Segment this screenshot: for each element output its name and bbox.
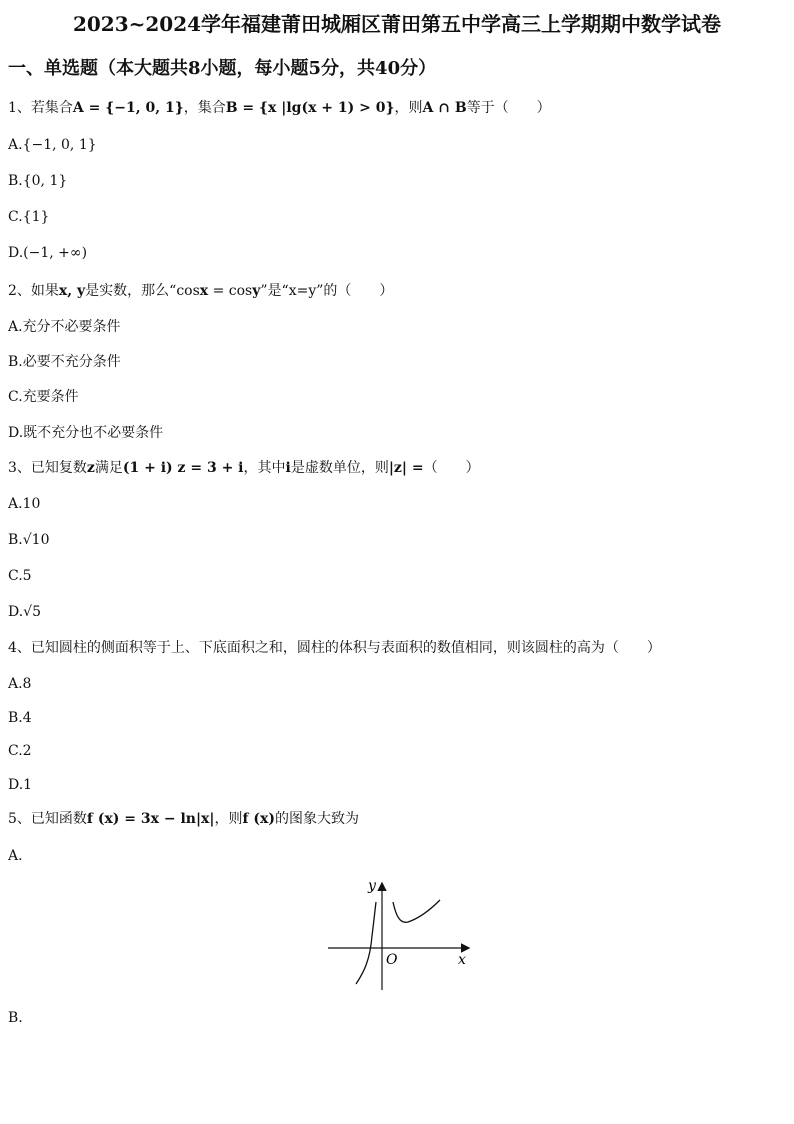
question-4-option-b: B.4 bbox=[8, 710, 32, 726]
question-3-option-b: B.√10 bbox=[8, 532, 50, 548]
function-graph-option-a bbox=[320, 872, 480, 996]
question-1-option-d: D.(−1, +∞) bbox=[8, 245, 88, 261]
question-2-option-d: D.既不充分也不必要条件 bbox=[8, 425, 164, 441]
question-2-option-c: C.充要条件 bbox=[8, 389, 79, 405]
question-5-stem: 5、已知函数f (x) = 3x − ln|x|，则f (x)的图象大致为 bbox=[8, 811, 359, 827]
question-3-option-c: C.5 bbox=[8, 568, 32, 584]
question-5-option-b: B. bbox=[8, 1010, 23, 1026]
question-3-stem: 3、已知复数z满足(1 + i) z = 3 + i，其中i是虚数单位，则|z| =（ ） bbox=[8, 460, 480, 476]
section-heading: 一、单选题（本大题共8小题，每小题5分，共40分） bbox=[8, 58, 437, 79]
question-2-stem: 2、如果x, y是实数，那么“cosx = cosy”是“x=y”的（ ） bbox=[8, 283, 394, 299]
question-1-option-a: A.{−1, 0, 1} bbox=[8, 137, 97, 153]
question-4-option-c: C.2 bbox=[8, 743, 32, 759]
question-4-stem: 4、已知圆柱的侧面积等于上、下底面积之和，圆柱的体积与表面积的数值相同，则该圆柱的高为（ ） bbox=[8, 640, 661, 656]
curve-left-branch bbox=[356, 902, 376, 984]
curve-right-branch bbox=[393, 900, 440, 922]
question-4-option-a: A.8 bbox=[8, 676, 32, 692]
page-title: 2023~2024学年福建莆田城厢区莆田第五中学高三上学期期中数学试卷 bbox=[72, 12, 722, 36]
question-3-option-d: D.√5 bbox=[8, 604, 42, 620]
question-4-option-d: D.1 bbox=[8, 777, 33, 793]
question-2-option-b: B.必要不充分条件 bbox=[8, 354, 121, 370]
question-1-stem: 1、若集合A = {−1, 0, 1}，集合B = {x |lg(x + 1) > 0}，则A ∩ B等于（ ） bbox=[8, 100, 551, 116]
origin-label: O bbox=[386, 952, 398, 968]
question-1-option-c: C.{1} bbox=[8, 209, 50, 225]
question-2-option-a: A.充分不必要条件 bbox=[8, 319, 121, 335]
x-axis-label: x bbox=[458, 952, 466, 968]
question-5-option-a: A. bbox=[8, 848, 23, 864]
question-1-option-b: B.{0, 1} bbox=[8, 173, 68, 189]
y-axis-label: y bbox=[368, 878, 376, 894]
question-3-option-a: A.10 bbox=[8, 496, 41, 512]
